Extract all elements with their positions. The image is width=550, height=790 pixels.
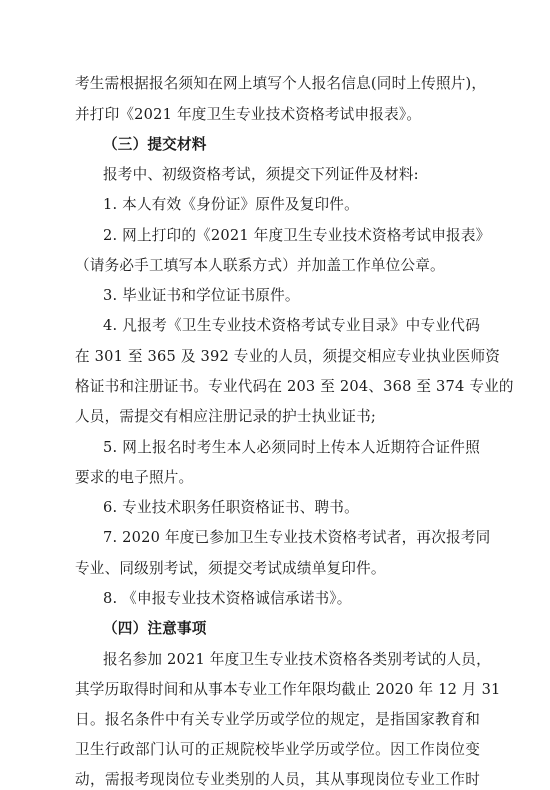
list-item: 2. 网上打印的《2021 年度卫生专业技术资格考试申报表》 — [103, 227, 491, 244]
list-item: 3. 毕业证书和学位证书原件。 — [103, 287, 300, 304]
list-item: 5. 网上报名时考生本人必须同时上传本人近期符合证件照 — [103, 439, 480, 456]
paragraph-line: （请务必手工填写本人联系方式）并加盖工作单位公章。 — [75, 257, 445, 274]
paragraph-line: 日。报名条件中有关专业学历或学位的规定，是指国家教育和 — [75, 711, 480, 728]
list-item: 7. 2020 年度已参加卫生专业技术资格考试者，再次报考同 — [103, 529, 491, 546]
list-item: 1. 本人有效《身份证》原件及复印件。 — [103, 196, 359, 213]
paragraph-line: 其学历取得时间和从事本专业工作年限均截止 2020 年 12 月 31 — [75, 681, 501, 698]
paragraph-line: 报考中、初级资格考试，须提交下列证件及材料: — [103, 166, 419, 183]
section-heading: （三）提交材料 — [103, 136, 207, 153]
section-heading: （四）注意事项 — [103, 620, 207, 637]
list-item: 4. 凡报考《卫生专业技术资格考试专业目录》中专业代码 — [103, 317, 480, 334]
paragraph-line: 报名参加 2021 年度卫生专业技术资格各类别考试的人员， — [103, 651, 491, 668]
list-item: 6. 专业技术职务任职资格证书、聘书。 — [103, 499, 359, 516]
paragraph-line: 在 301 至 365 及 392 专业的人员，须提交相应专业执业医师资 — [75, 348, 501, 365]
paragraph-line: 人员，需提交有相应注册记录的护士执业证书; — [75, 408, 376, 425]
paragraph-line: 专业、同级别考试，须提交考试成绩单复印件。 — [75, 560, 386, 577]
paragraph-line: 卫生行政部门认可的正规院校毕业学历或学位。因工作岗位变 — [75, 741, 480, 758]
paragraph-line: 考生需根据报名须知在网上填写个人报名信息(同时上传照片)， — [75, 75, 487, 92]
paragraph-line: 格证书和注册证书。专业代码在 203 至 204、368 至 374 专业的 — [75, 378, 514, 395]
paragraph-line: 并打印《2021 年度卫生专业技术资格考试申报表》。 — [75, 106, 422, 123]
list-item: 8. 《申报专业技术资格诚信承诺书》。 — [103, 590, 352, 607]
paragraph-line: 动，需报考现岗位专业类别的人员，其从事现岗位专业工作时 — [75, 771, 480, 788]
paragraph-line: 要求的电子照片。 — [75, 469, 194, 486]
